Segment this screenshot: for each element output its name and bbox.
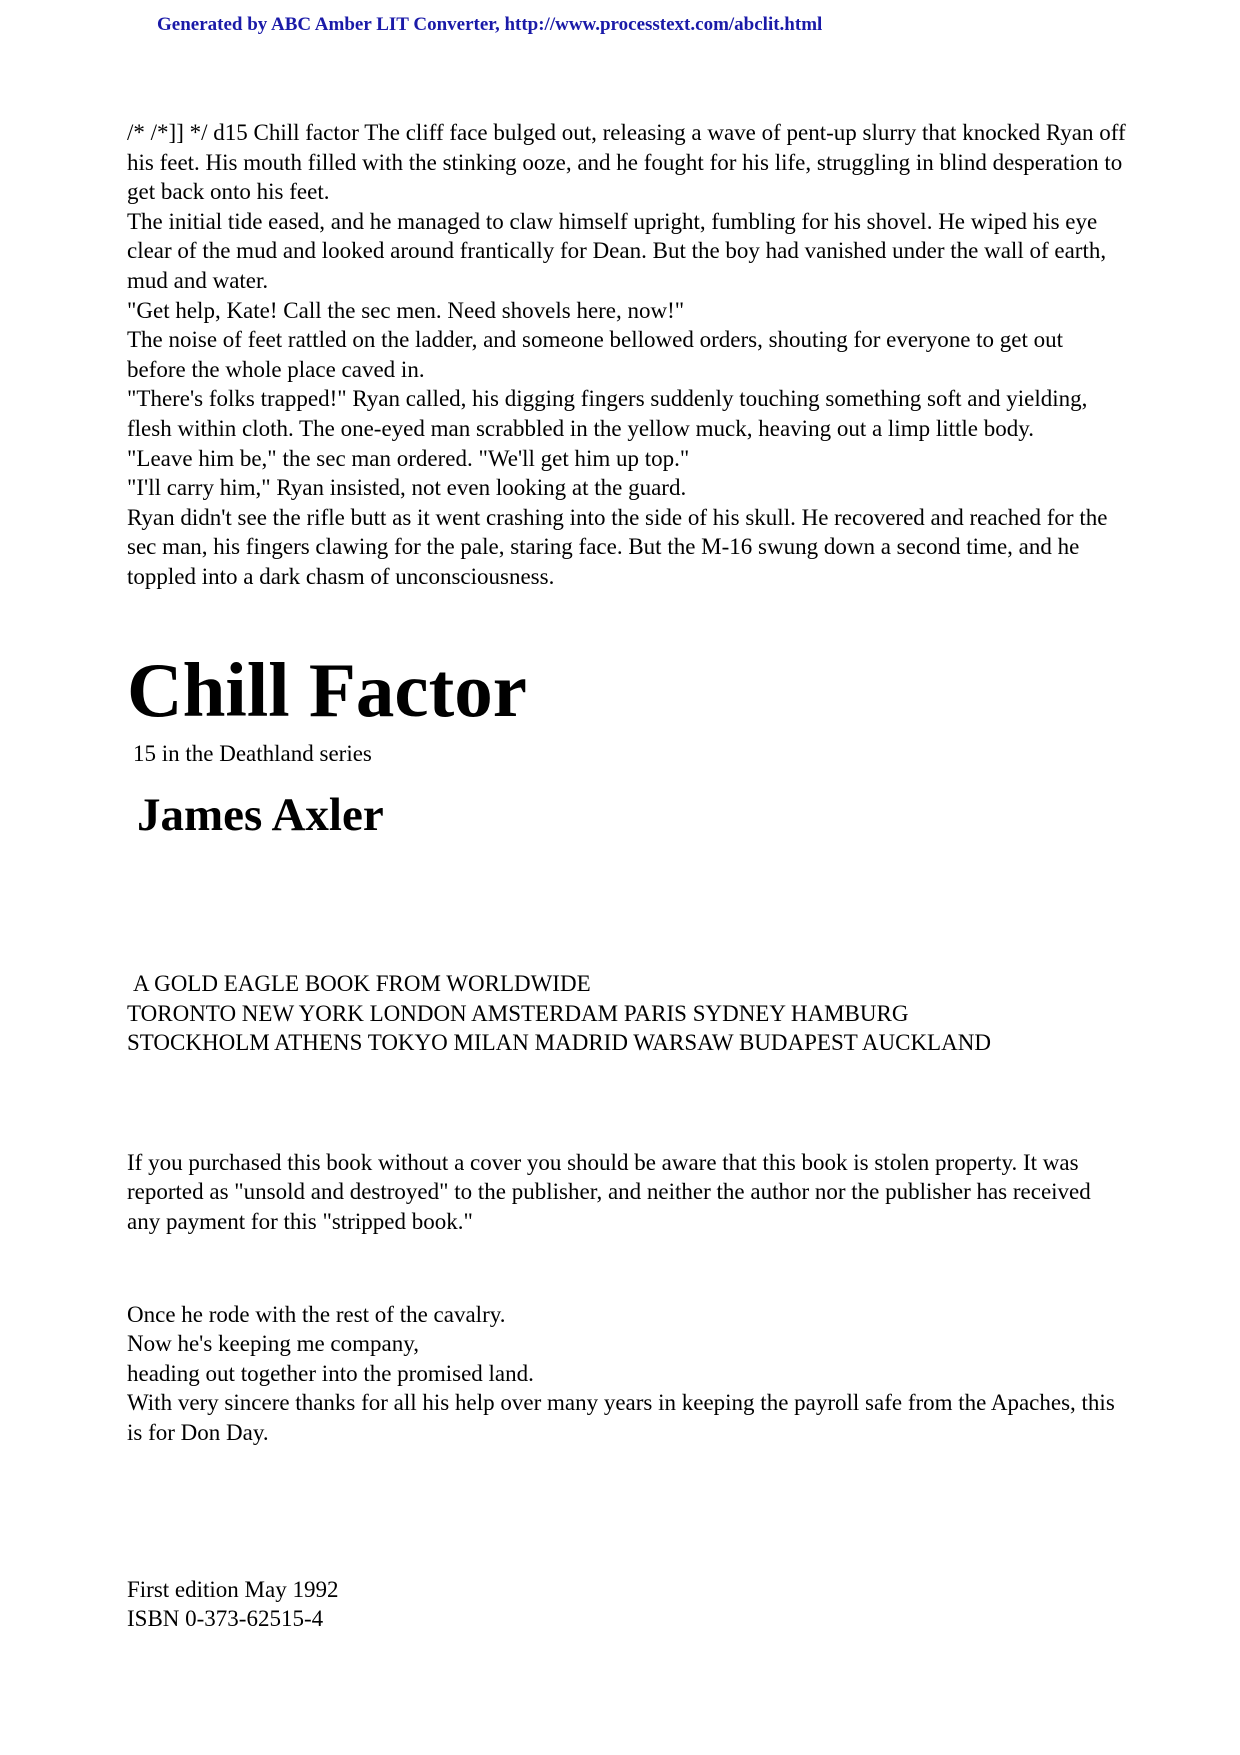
dedication-line: heading out together into the promised land. — [127, 1360, 534, 1386]
excerpt-paragraph: Ryan didn't see the rifle butt as it went crashing into the side of his skull. He recovered and reached for the sec man, his fingers clawing for the pale, staring face. But the M-16 swung down a second time, and he toppled into a dark chasm of unconsciousness. — [127, 504, 1108, 589]
dedication-line: With very sincere thanks for all his help over many years in keeping the payroll safe from the Apaches, this is for Don Day. — [127, 1390, 1115, 1446]
first-edition: First edition May 1992 — [127, 1576, 339, 1602]
excerpt-paragraph: The initial tide eased, and he managed to claw himself upright, fumbling for his shovel. He wiped his eye clear of the mud and looked around frantically for Dean. But the boy had vanished under the wall of earth, mud and water. — [127, 208, 1107, 293]
series-line: 15 in the Deathland series — [133, 740, 372, 766]
edition-info — [127, 1575, 1127, 1634]
excerpt-paragraph: "I'll carry him," Ryan insisted, not even looking at the guard. — [127, 475, 687, 501]
excerpt-paragraph: "There's folks trapped!" Ryan called, his digging fingers suddenly touching something soft and yielding, flesh within cloth. The one-eyed man scrabbled in the yellow muck, heaving out a limp little body. — [127, 386, 1088, 441]
excerpt — [127, 118, 1127, 592]
excerpt-paragraph: "Get help, Kate! Call the sec men. Need shovels here, now!" — [127, 297, 685, 323]
dedication — [127, 1300, 1127, 1448]
publisher-cities: TORONTO NEW YORK LONDON AMSTERDAM PARIS SYDNEY HAMBURG — [127, 1000, 909, 1026]
publisher-block — [127, 969, 1127, 1058]
dedication-line: Now he's keeping me company, — [127, 1331, 419, 1357]
converter-header: Generated by ABC Amber LIT Converter, http://www.processtext.com/abclit.html — [157, 14, 823, 35]
dedication-line: Once he rode with the rest of the cavalry. — [127, 1301, 506, 1327]
isbn: ISBN 0-373-62515-4 — [127, 1606, 324, 1632]
excerpt-paragraph: "Leave him be," the sec man ordered. "We'll get him up top." — [127, 445, 690, 471]
book-title: Chill Factor — [127, 646, 527, 733]
publisher-cities: STOCKHOLM ATHENS TOKYO MILAN MADRID WARSAW BUDAPEST AUCKLAND — [127, 1030, 991, 1056]
page-content — [127, 118, 1127, 1634]
excerpt-paragraph: /* /*]] */ d15 Chill factor The cliff face bulged out, releasing a wave of pent-up slurry that knocked Ryan off his feet. His mouth filled with the stinking ooze, and he fought for his life, struggling in blind desperation to get back onto his feet. — [127, 120, 1126, 205]
stripped-book-notice: If you purchased this book without a cover you should be aware that this book is stolen property. It was reported as "unsold and destroyed" to the publisher, and neither the author nor the publisher has received any payment for this "stripped book." — [127, 1149, 1091, 1235]
publisher-line: A GOLD EAGLE BOOK FROM WORLDWIDE — [133, 971, 591, 997]
author-name: James Axler — [137, 789, 384, 842]
excerpt-paragraph: The noise of feet rattled on the ladder, and someone bellowed orders, shouting for everyone to get out before the whole place caved in. — [127, 327, 1064, 382]
